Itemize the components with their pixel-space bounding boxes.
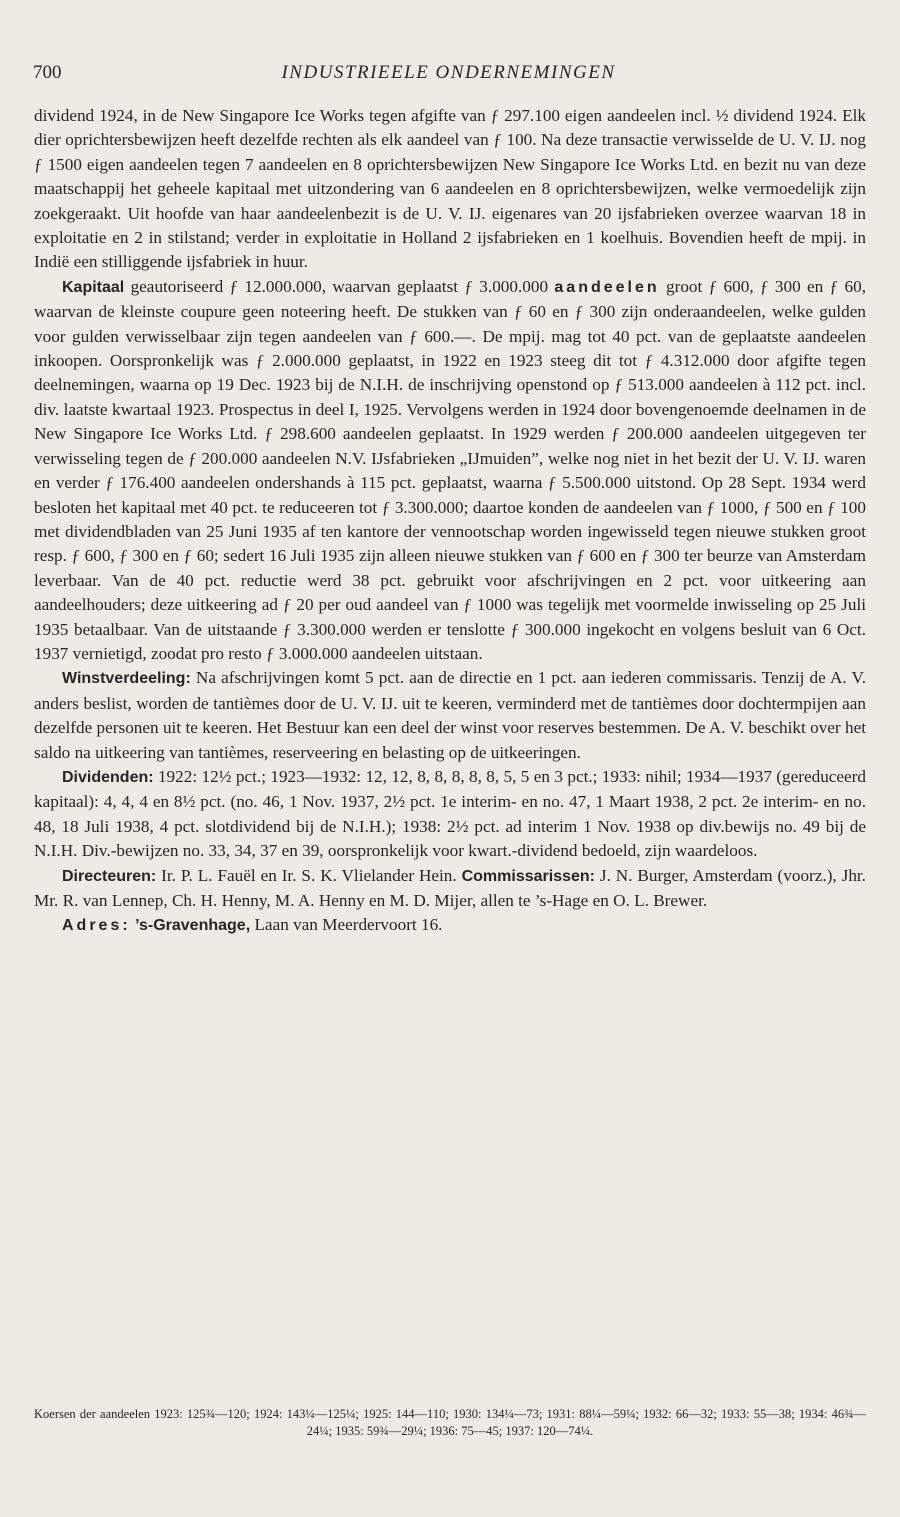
kapitaal-heading: Kapitaal — [62, 278, 125, 296]
directeuren-heading: Directeuren: — [62, 867, 157, 885]
koersen-footnote — [34, 1406, 866, 1440]
aandeelen-heading: aandeelen — [554, 278, 660, 296]
dividenden-paragraph — [34, 765, 866, 864]
running-title: INDUSTRIEELE ONDERNEMINGEN — [281, 62, 616, 83]
winstverdeeling-paragraph — [34, 666, 866, 765]
kapitaal-text-1: geautoriseerd ƒ 12.000.000, waarvan geplaatst ƒ 3.000.000 — [124, 276, 555, 296]
kapitaal-text-2: groot ƒ 600, ƒ 300 en ƒ 60, waarvan de kleinste coupure geen noteering heeft. De stukken van ƒ 60 en ƒ 300 zijn onderaandeelen, welke gulden voor gulden verwisselbaar zijn tegen aandeelen van ƒ 600.—. De mpij. mag tot 40 pct. van de geplaatste aandeelen inkoopen. Oorspronkelijk was ƒ 2.000.000 geplaatst, in 1922 en 1923 steeg dit tot ƒ 4.312.000 door afgifte tegen deelnemingen, waarna op 19 Dec. 1923 bij de N.I.H. de inschrijving openstond op ƒ 513.000 aandeelen à 112 pct. incl. div. laatste kwartaal 1923. Prospectus in deel I, 1925. Vervolgens werden in 1924 door bovengenoemde deelnamen in de New Singapore Ice Works Ltd. ƒ 298.600 aandeelen geplaatst. In 1929 werden ƒ 200.000 aandeelen uitgegeven ter verwisseling tegen de ƒ 200.000 aandeelen N.V. IJsfabrieken „IJmuiden”, welke nog niet in het bezit der U. V. IJ. waren en verder ƒ 176.400 aandeelen ondershands à 115 pct. geplaatst, waarna ƒ 5.500.000 uitstond. Op 28 Sept. 1934 werd besloten het kapitaal met 40 pct. te reduceeren tot ƒ 3.300.000; daartoe konden de aandeelen van ƒ 1000, ƒ 500 en ƒ 100 met dividendbladen van 25 Juni 1935 af ten kantore der vennootschap worden ingewisseld tegen nieuwe stukken groot resp. ƒ 600, ƒ 300 en ƒ 60; sedert 16 Juli 1935 zijn alleen nieuwe stukken van ƒ 600 en ƒ 300 ter beurze van Amsterdam leverbaar. Van de 40 pct. reductie werd 38 pct. gebruikt voor afschrijvingen en 2 pct. voor uitkeering aan aandeelhouders; deze uitkeering ad ƒ 20 per oud aandeel van ƒ 1000 was tegelijk met voormelde inwisseling op 25 Juli 1935 betaalbaar. Van de uitstaande ƒ 3.300.000 werden er tenslotte ƒ 300.000 ingekocht en volgens besluit van 6 Oct. 1937 vernietigd, zoodat pro resto ƒ 3.000.000 aandeelen uitstaan. — [34, 276, 866, 663]
koersen-text: Koersen der aandeelen 1923: 125¾—120; 1924: 143¼—125¼; 1925: 144—110; 1930: 134¼—73; 1931: 88¼—59¼; 1932: 66—32; 1933: 55—38; 1934: 46¾—24¼; 1935: 59¾—29¼; 1936: 75—45; 1937: 120—74¼. — [34, 1407, 866, 1438]
directie-paragraph — [34, 864, 866, 914]
commissarissen-text: J. N. Burger, Amsterdam (voorz.), Jhr. Mr. R. van Lennep, Ch. H. Henny, M. A. Henny en M. D. Mijer, allen te ’s-Hage en O. L. Brewer. — [34, 865, 866, 910]
kapitaal-paragraph — [34, 275, 866, 667]
adres-paragraph — [34, 913, 866, 938]
winstverdeeling-heading: Winstverdeeling: — [62, 670, 191, 688]
dividenden-text: 1922: 12½ pct.; 1923—1932: 12, 12, 8, 8, 8, 8, 8, 5, 5 en 3 pct.; 1933: nihil; 1934—1937 (gereduceerd kapitaal): 4, 4, 4 en 8½ pct. (no. 46, 1 Nov. 1937, 2½ pct. 1e interim- en no. 47, 1 Maart 1938, 2 pct. 2e interim- en no. 48, 18 Juli 1938, 4 pct. slotdividend bij de N.I.H.); 1938: 2½ pct. ad interim 1 Nov. 1938 op div.bewijs no. 49 bij de N.I.H. Div.-bewijzen no. 33, 34, 37 en 39, oorspronkelijk voor kwart.-dividend bedoeld, zijn waardeloos. — [34, 766, 866, 861]
dividenden-heading: Dividenden: — [62, 768, 154, 786]
page-header — [33, 62, 864, 90]
directeuren-text: Ir. P. L. Fauël en Ir. S. K. Vlielander Hein. — [156, 865, 462, 885]
winstverdeeling-text: Na afschrijvingen komt 5 pct. aan de directie en 1 pct. aan iederen commissaris. Tenzij de A. V. anders beslist, worden de tantièmes door de U. V. IJ. uit te keeren, verminderd met de tantièmes door dochtermpijen aan dezelfde personen uit te keeren. Het Bestuur kan een deel der winst voor reserves bestemmen. De A. V. beschikt over het saldo na uitkeering van tantièmes, reserveering en belasting op de uitkeeringen. — [34, 668, 866, 762]
adres-text: Laan van Meerdervoort 16. — [250, 915, 443, 935]
intro-paragraph: dividend 1924, in de New Singapore Ice Works tegen afgifte van ƒ 297.100 eigen aandeelen incl. ½ dividend 1924. Elk dier oprichtersbewijzen heeft dezelfde rechten als elk aandeel van ƒ 100. Na deze transactie verwisselde de U. V. IJ. nog ƒ 1500 eigen aandeelen tegen 7 aandeelen en 8 oprichtersbewijzen New Singapore Ice Works Ltd. en bezit nu van deze maatschappij het geheele kapitaal met uitzondering van 6 aandeelen en 8 oprichtersbewijzen, welke vermoedelijk zijn zoekgeraakt. Uit hoofde van haar aandeelenbezit is de U. V. IJ. eigenares van 20 ijsfabrieken overzee waarvan 18 in exploitatie en 2 in stilstand; verder in exploitatie in Holland 2 ijsfabrieken en 1 koelhuis. Bovendien heeft de mpij. in Indië een stilliggende ijsfabriek in huur. — [34, 106, 866, 272]
adres-city: ’s-Gravenhage, — [130, 917, 251, 935]
page-number: 700 — [33, 62, 62, 83]
page-body — [34, 104, 866, 939]
adres-heading: Adres: — [62, 917, 131, 935]
commissarissen-heading: Commissarissen: — [461, 867, 595, 885]
